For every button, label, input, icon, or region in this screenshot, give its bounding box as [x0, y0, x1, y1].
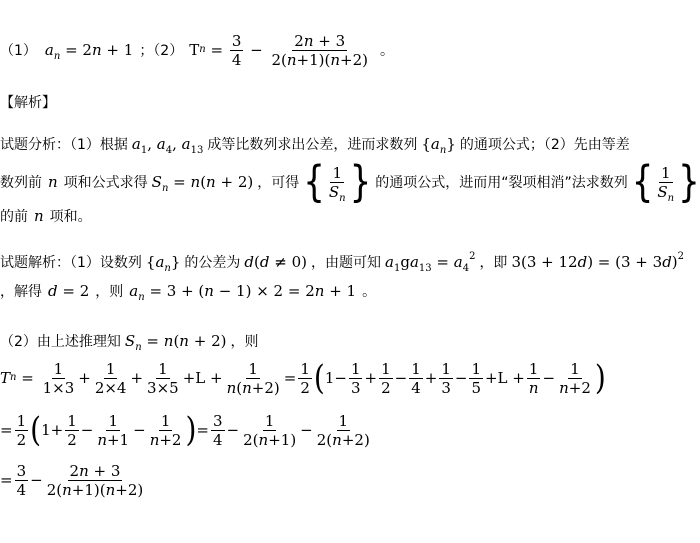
solution-condition: $a_1ga_{13} = a_4^2$ [385, 251, 476, 274]
part2-sn: $S_n = n(n + 2)$ [124, 332, 227, 353]
analysis-n: n [48, 173, 58, 191]
solution-text: 的公差为 [184, 255, 241, 271]
analysis-text: ，可得 [257, 175, 300, 191]
solution-text: ，解得 [0, 284, 42, 300]
analysis-sn: $S_n = n(n + 2)$ [151, 173, 254, 194]
analysis-line-1 [0, 134, 630, 154]
analysis-terms: $a_1$, $a_4$, $a_{13}$ [131, 135, 204, 156]
analysis-text: 项和公式求得 [63, 175, 148, 191]
solution-equation: $3(3 + 12d) = (3 + 3d)^2$ [511, 251, 685, 271]
analysis-reciprocal-seq: { $\frac{1}{S_n}$ } [303, 157, 372, 207]
analysis-line-2 [0, 157, 700, 207]
solution-line-1 [0, 250, 684, 274]
analysis-text: 的通项公式，进而用“裂项相消”法求数列 [375, 175, 628, 191]
analysis-text: 成等比数列求出公差，进而求数列 [207, 137, 418, 153]
analysis-text: 试题分析：（1）根据 [0, 137, 128, 153]
answer-part2-label: ；（2） [139, 43, 184, 59]
tn-sum-line: T n = $\frac{1}{1\times 3}$ + $\frac{1}{2\times 4}$ + $\frac{1}{3\times 5}$ +L + $\frac{1}{n(n+2)}$ = $\frac{1}{2}$ ( 1− $\frac{1}{3}$ + $\frac{1}{2}$ − $\frac{1}{4}$ + $\frac{1}{3}$ − $\frac{1}{5}$ +L + $\frac{1}{n}$ − $\frac{1}{n+2}$ ) [0, 357, 606, 398]
analysis-n: n [34, 207, 44, 225]
solution-line-2 [0, 280, 376, 302]
tn-simplify-line: = $\frac{1}{2}$ ( 1+ $\frac{1}{2}$ − $\frac{1}{n+1}$ − $\frac{1}{n+2}$ ) = $\frac{3}{4}$ − $\frac{1}{2(n+1)}$ − $\frac{1}{2(n+2)}$ [0, 409, 370, 450]
analysis-sequence: $\{a_n\}$ [421, 135, 456, 156]
analysis-reciprocal-seq-2: { $\frac{1}{S_n}$ } [631, 157, 700, 207]
solution-text: ，即 [479, 255, 508, 271]
analysis-text: 数列前 [0, 175, 42, 191]
solution-text: ，则 [95, 284, 124, 300]
answer-an-formula: $a_n = 2n + 1$ [44, 41, 134, 62]
answer-end: 。 [380, 43, 395, 59]
solution-text: 。 [362, 284, 377, 300]
solution-seq: $\{a_n\}$ [145, 253, 181, 274]
analysis-text: 的通项公式；（2）先由等差 [459, 137, 630, 153]
solution-text: （2）由上述推理知 [0, 334, 121, 350]
analysis-text: 项和。 [49, 209, 92, 225]
part2-line [0, 330, 258, 352]
solution-an: $a_n = 3 + (n - 1) \times 2 = 2n + 1$ [129, 282, 357, 303]
analysis-text: 的前 [0, 209, 28, 225]
answer-part1-label: （1） [0, 43, 37, 59]
analysis-line-3 [0, 206, 92, 226]
solution-d-value: d = 2 [48, 282, 90, 300]
solution-text: 试题解析：（1）设数列 [0, 255, 142, 271]
solution-text: ，则 [230, 334, 259, 350]
answer-line [0, 32, 394, 68]
answer-tn-formula: T n = $\frac{3}{4}$ − $\frac{2n + 3}{2(n+1)(n+2)}$ [189, 31, 369, 69]
tn-final-line: = $\frac{3}{4}$ − $\frac{2n + 3}{2(n+1)(n+2)}$ [0, 461, 144, 499]
solution-d: d(d ≠ 0) [244, 253, 307, 271]
solution-text: ，由题可知 [311, 255, 381, 271]
section-heading: 【解析】 [0, 95, 56, 111]
